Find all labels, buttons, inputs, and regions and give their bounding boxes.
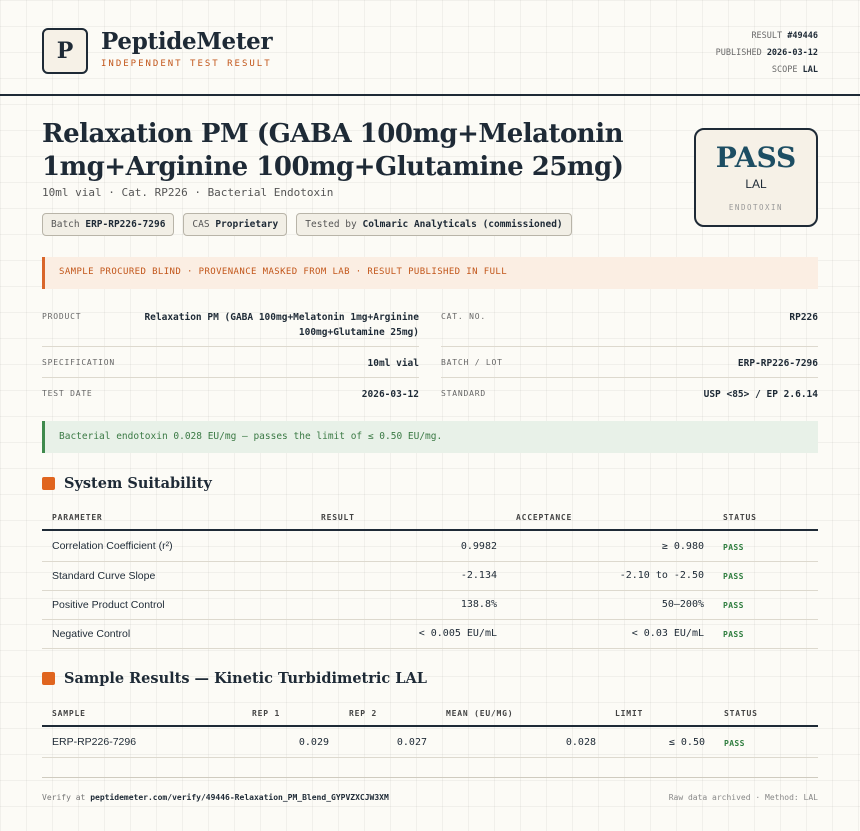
product-value — [110, 310, 419, 340]
sample-rep2: 0.027 — [396, 737, 427, 748]
verdict-scope: ENDOTOXIN — [728, 203, 784, 212]
suitability-acceptance: ≥ 0.980 — [661, 541, 704, 552]
published-label: PUBLISHED — [715, 48, 762, 58]
standard-label: STANDARD — [441, 389, 486, 398]
tested-by-label: Tested by — [305, 219, 357, 230]
published-row — [716, 45, 818, 62]
cas-chip-label: CAS — [192, 219, 210, 230]
result-id-label: RESULT — [751, 31, 783, 41]
table-header-rule — [42, 725, 818, 727]
col-header-sample-status: STATUS — [724, 709, 758, 718]
cas-chip-value: Proprietary — [215, 219, 279, 230]
sample-id: ERP-RP226-7296 — [52, 736, 137, 748]
verify-line — [42, 793, 389, 802]
suitability-result: 0.9982 — [460, 541, 497, 552]
suitability-heading-text: System Suitability — [64, 475, 212, 492]
suitability-param: Positive Product Control — [52, 599, 165, 611]
sample-mean: 0.028 — [565, 737, 596, 748]
suitability-acceptance: -2.10 to -2.50 — [619, 570, 704, 581]
footer-note: Raw data archived · Method: LAL — [668, 793, 818, 802]
suitability-result: 138.8% — [460, 599, 497, 610]
batch-chip — [42, 213, 174, 236]
tested-by-value: Colmaric Analyticals (commissioned) — [362, 219, 563, 230]
spec-value: 10ml vial — [367, 358, 419, 369]
col-header-result: RESULT — [321, 513, 355, 522]
info-divider — [441, 346, 818, 347]
result-id: #49446 — [787, 31, 818, 41]
product-title-line-1: Relaxation PM (GABA 100mg+Melatonin — [42, 119, 623, 149]
scope-label: SCOPE — [771, 65, 798, 75]
product-subtitle: 10ml vial · Cat. RP226 · Bacterial Endotoxin — [42, 186, 334, 199]
sample-limit: ≤ 0.50 — [668, 737, 705, 748]
samples-heading — [42, 670, 427, 687]
section-marker-icon — [42, 477, 55, 490]
batch-lot-value: ERP-RP226-7296 — [737, 358, 818, 369]
status-badge: PASS — [723, 543, 744, 552]
suitability-param: Correlation Coefficient (r²) — [52, 540, 173, 552]
col-header-parameter: PARAMETER — [52, 513, 103, 522]
blind-notice: SAMPLE PROCURED BLIND · PROVENANCE MASKED FROM LAB · RESULT PUBLISHED IN FULL — [42, 257, 818, 289]
suitability-acceptance: 50–200% — [661, 599, 704, 610]
info-divider — [42, 377, 419, 378]
status-badge: PASS — [723, 572, 744, 581]
table-row-divider — [42, 757, 818, 758]
suitability-param: Negative Control — [52, 628, 131, 640]
spec-label: SPECIFICATION — [42, 358, 116, 367]
table-header-rule — [42, 529, 818, 531]
product-value-line-2: 100mg+Glutamine 25mg) — [298, 327, 419, 338]
table-row-divider — [42, 590, 818, 591]
col-header-rep2: REP 2 — [349, 709, 378, 718]
col-header-mean: MEAN (EU/MG) — [446, 709, 514, 718]
table-row-divider — [42, 619, 818, 620]
cat-label: CAT. NO. — [441, 312, 486, 321]
batch-chip-value: ERP-RP226-7296 — [85, 219, 166, 230]
result-id-row — [716, 28, 818, 45]
col-header-acceptance: ACCEPTANCE — [516, 513, 573, 522]
brand-name: PeptideMeter — [101, 28, 273, 55]
col-header-sample: SAMPLE — [52, 709, 86, 718]
product-title-line-2: 1mg+Arginine 100mg+Glutamine 25mg) — [42, 152, 624, 182]
suitability-param: Standard Curve Slope — [52, 570, 156, 582]
sample-rep1: 0.029 — [298, 737, 329, 748]
table-row-divider — [42, 561, 818, 562]
report-header — [0, 0, 860, 96]
verdict-badge — [694, 128, 818, 227]
product-label: PRODUCT — [42, 312, 82, 321]
verdict-word: PASS — [715, 141, 797, 174]
suitability-result: < 0.005 EU/mL — [418, 628, 497, 639]
section-marker-icon — [42, 672, 55, 685]
verify-link[interactable]: peptidemeter.com/verify/49446-Relaxation_PM_Blend_GYPVZXCJW3XM — [90, 793, 389, 802]
suitability-result: -2.134 — [460, 570, 497, 581]
samples-heading-text: Sample Results — Kinetic Turbidimetric LAL — [64, 670, 427, 687]
status-badge: PASS — [724, 739, 745, 748]
product-title — [42, 118, 642, 184]
logo-mark: P — [42, 28, 88, 74]
test-date-value: 2026-03-12 — [361, 389, 419, 400]
batch-lot-label: BATCH / LOT — [441, 358, 503, 367]
chip-row — [42, 213, 572, 236]
test-date-label: TEST DATE — [42, 389, 93, 398]
table-row-divider — [42, 648, 818, 649]
status-badge: PASS — [723, 630, 744, 639]
result-summary: Bacterial endotoxin 0.028 EU/mg — passes the limit of ≤ 0.50 EU/mg. — [42, 421, 818, 453]
footer-divider — [42, 777, 818, 778]
verify-prefix: Verify at — [42, 793, 86, 802]
standard-value: USP <85> / EP 2.6.14 — [703, 389, 818, 400]
product-value-line-1: Relaxation PM (GABA 100mg+Melatonin 1mg+Arginine — [144, 312, 419, 323]
scope-value: LAL — [802, 65, 818, 75]
cas-chip — [183, 213, 287, 236]
cat-value: RP226 — [789, 312, 818, 323]
info-divider — [42, 346, 419, 347]
tested-by-chip — [296, 213, 571, 236]
scope-row — [716, 62, 818, 79]
info-divider — [441, 377, 818, 378]
batch-chip-label: Batch — [51, 219, 80, 230]
result-meta — [716, 28, 818, 79]
status-badge: PASS — [723, 601, 744, 610]
published-date: 2026-03-12 — [766, 48, 818, 58]
verdict-method: LAL — [745, 177, 767, 191]
col-header-rep1: REP 1 — [252, 709, 281, 718]
col-header-status: STATUS — [723, 513, 757, 522]
col-header-limit: LIMIT — [615, 709, 644, 718]
suitability-heading — [42, 475, 212, 492]
suitability-acceptance: < 0.03 EU/mL — [631, 628, 704, 639]
brand-tagline: INDEPENDENT TEST RESULT — [101, 59, 272, 69]
